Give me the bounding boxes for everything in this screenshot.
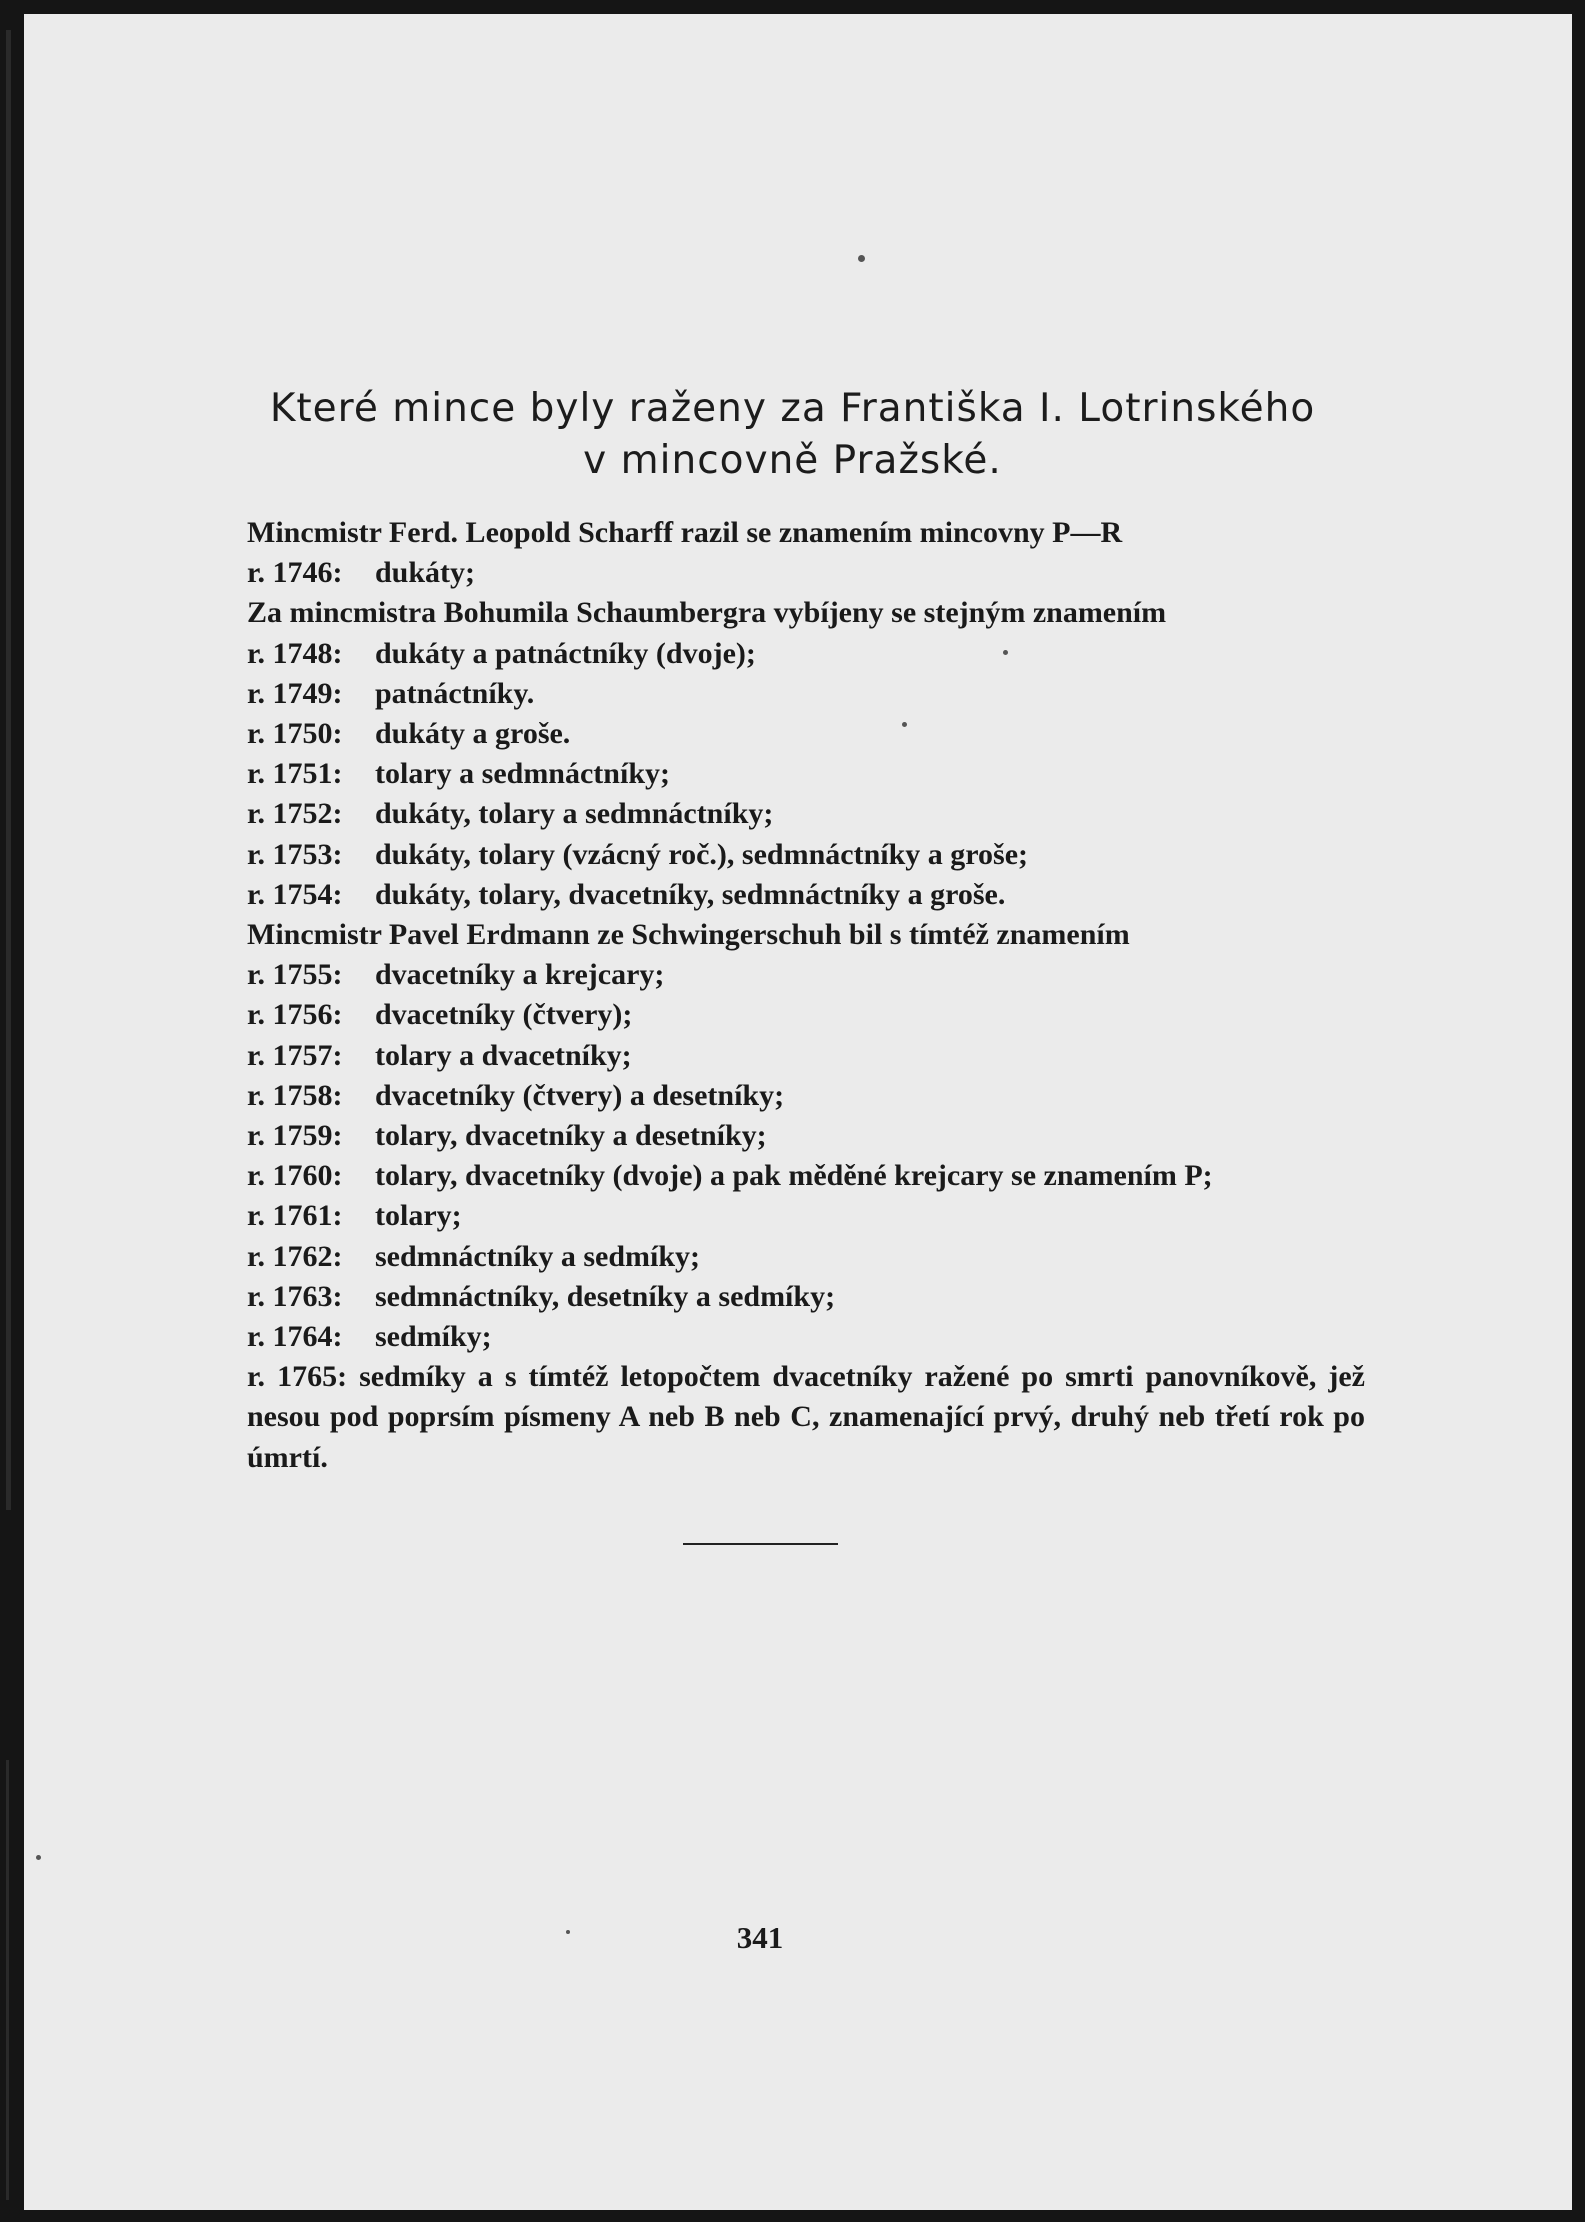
binding-edge-lower (6, 1760, 9, 2200)
page-number: 341 (736, 1920, 784, 1955)
binding-edge (6, 30, 11, 1510)
print-speck (1003, 650, 1008, 655)
body-text (160, 513, 1365, 1478)
year-entry: r. 1758: dvacetníky (čtvery) a desetníky; (247, 1078, 785, 1112)
year-entry: r. 1759: tolary, dvacetníky a desetníky; (247, 1119, 767, 1153)
year-entry: r. 1756: dvacetníky (čtvery); (247, 998, 633, 1032)
year-entry: r. 1752: dukáty, tolary a sedmnáctníky; (247, 797, 774, 831)
year-entry: r. 1754: dukáty, tolary, dvacetníky, sedmnáctníky a groše. (247, 877, 1006, 911)
year-entry: r. 1755: dvacetníky a krejcary; (247, 958, 665, 992)
year-entry: r. 1760: tolary, dvacetníky (dvoje) a pak měděné krejcary se znamením P; (247, 1159, 1213, 1193)
year-entry: r. 1753: dukáty, tolary (vzácný roč.), sedmnáctníky a groše; (247, 837, 1029, 871)
year-entry: r. 1764: sedmíky; (247, 1320, 492, 1354)
print-speck (902, 722, 907, 727)
print-speck (36, 1855, 41, 1860)
text-line: Mincmistr Ferd. Leopold Scharff razil se znamením mincovny P—R (247, 516, 1123, 549)
page-title-line-1: Které mince byly raženy za Františka I. Lotrinského (269, 386, 1316, 431)
print-speck (566, 1930, 570, 1934)
year-entry: r. 1748: dukáty a patnáctníky (dvoje); (247, 636, 756, 670)
year-entry: r. 1746: dukáty; (247, 556, 476, 590)
year-entry: r. 1749: patnáctníky. (247, 676, 535, 710)
print-speck (858, 255, 865, 262)
year-entry: r. 1757: tolary a dvacetníky; (247, 1038, 632, 1072)
final-paragraph: r. 1765: sedmíky a s tímtéž letopočtem dvacetníky ražené po smrti panovníkově, jež nesou pod poprsím písmeny A neb B neb C, znamenající prvý, druhý neb třetí rok po úmrtí. (247, 1360, 1365, 1474)
year-entry: r. 1761: tolary; (247, 1199, 462, 1233)
text-line: Za mincmistra Bohumila Schaumbergra vybíjeny se stejným znamením (247, 596, 1167, 630)
section-rule (683, 1543, 838, 1545)
year-entry: r. 1750: dukáty a groše. (247, 717, 571, 751)
text-line: Mincmistr Pavel Erdmann ze Schwingerschuh bil s tímtéž znamením (247, 918, 1130, 952)
page-title-line-2: v mincovně Pražské. (583, 438, 1002, 483)
year-entry: r. 1763: sedmnáctníky, desetníky a sedmíky; (247, 1279, 836, 1313)
year-entry: r. 1751: tolary a sedmnáctníky; (247, 757, 670, 791)
year-entry: r. 1762: sedmnáctníky a sedmíky; (247, 1239, 701, 1273)
